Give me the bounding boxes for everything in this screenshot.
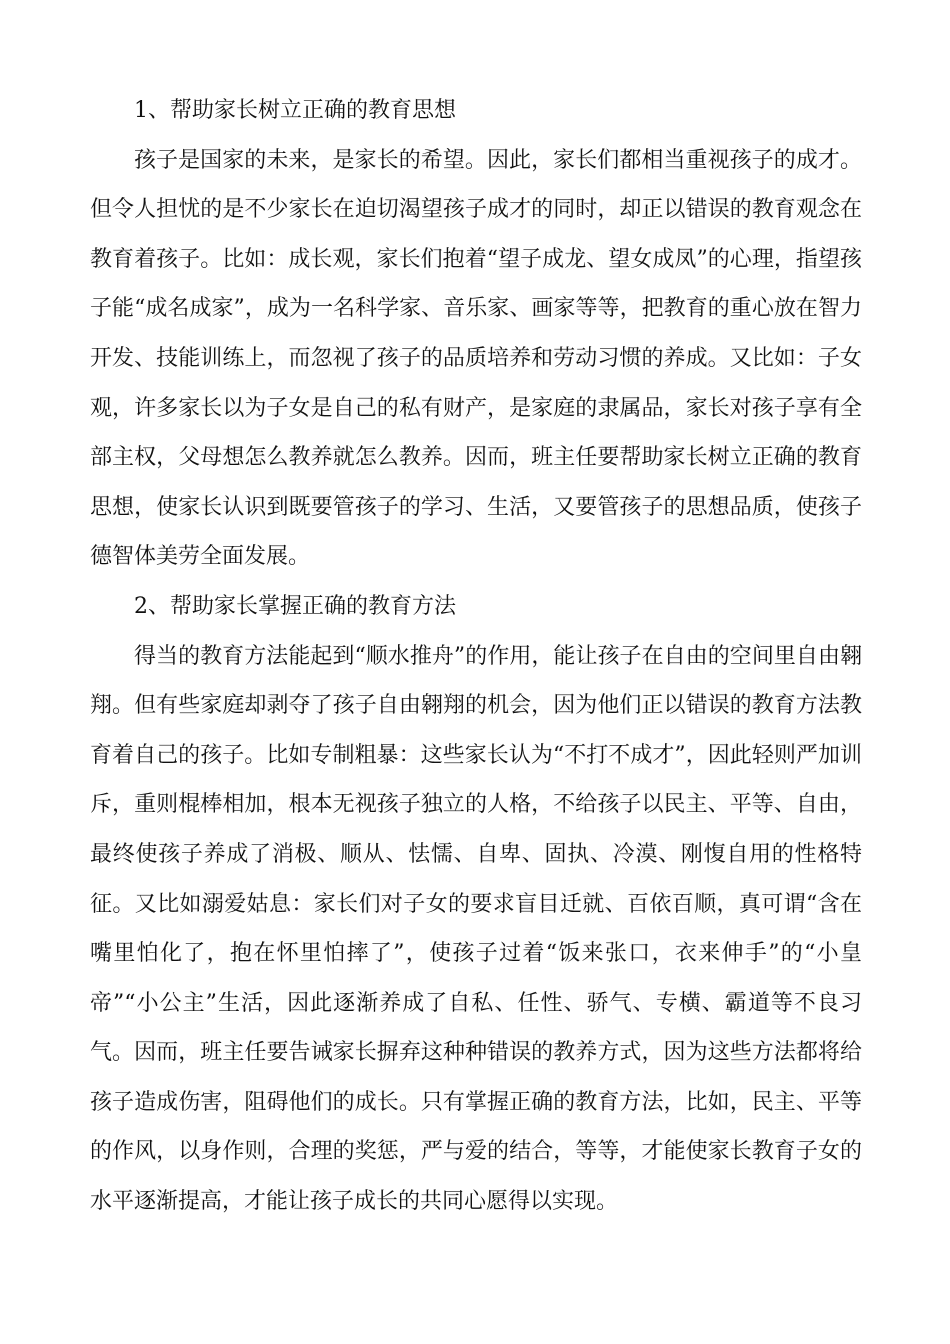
section-heading-2: 2、帮助家长掌握正确的教育方法 [134, 593, 456, 619]
section-heading-1: 1、帮助家长树立正确的教育思想 [134, 98, 456, 123]
section-body-2: 得当的教育方法能起到“顺水推舟”的作用，能让孩子在自由的空间里自由翱翔。但有些家庭却剥夺了孩子自由翱翔的机会，因为他们正以错误的教育方法教育着自己的孩子。比如专制粗暴：这些家长认为“不打不成才”，因此轻则严加训斥，重则棍棒相加，根本无视孩子独立的人格，不给孩子以民主、平等、自由，最终使孩子养成了消极、顺从、怯懦、自卑、固执、冷漠、刚愎自用的性格特征。又比如溺爱姑息：家长们对子女的要求盲目迁就、百依百顺，真可谓“含在嘴里怕化了，抱在怀里怕摔了”，使孩子过着“饭来张口，衣来伸手”的“小皇帝”“小公主”生活，因此逐渐养成了自私、任性、骄气、专横、霸道等不良习气。因而，班主任要告诫家长摒弃这种种错误的教养方式，因为这些方法都将给孩子造成伤害，阻碍他们的成长。只有掌握正确的教育方法，比如，民主、平等的作风，以身作则，合理的奖惩，严与爱的结合，等等，才能使家长教育子女的水平逐渐提高，才能让孩子成长的共同心愿得以实现。 [90, 643, 862, 1215]
document-page [90, 86, 862, 1227]
section-body-1: 孩子是国家的未来，是家长的希望。因此，家长们都相当重视孩子的成才。但令人担忧的是不少家长在迫切渴望孩子成才的同时，却正以错误的教育观念在教育着孩子。比如：成长观，家长们抱着“望子成龙、望女成凤”的心理，指望孩子能“成名成家”，成为一名科学家、音乐家、画家等等，把教育的重心放在智力开发、技能训练上，而忽视了孩子的品质培养和劳动习惯的养成。又比如：子女观，许多家长以为子女是自己的私有财产，是家庭的隶属品，家长对孩子享有全部主权，父母想怎么教养就怎么教养。因而，班主任要帮助家长树立正确的教育思想，使家长认识到既要管孩子的学习、生活，又要管孩子的思想品质，使孩子德智体美劳全面发展。 [90, 147, 862, 570]
